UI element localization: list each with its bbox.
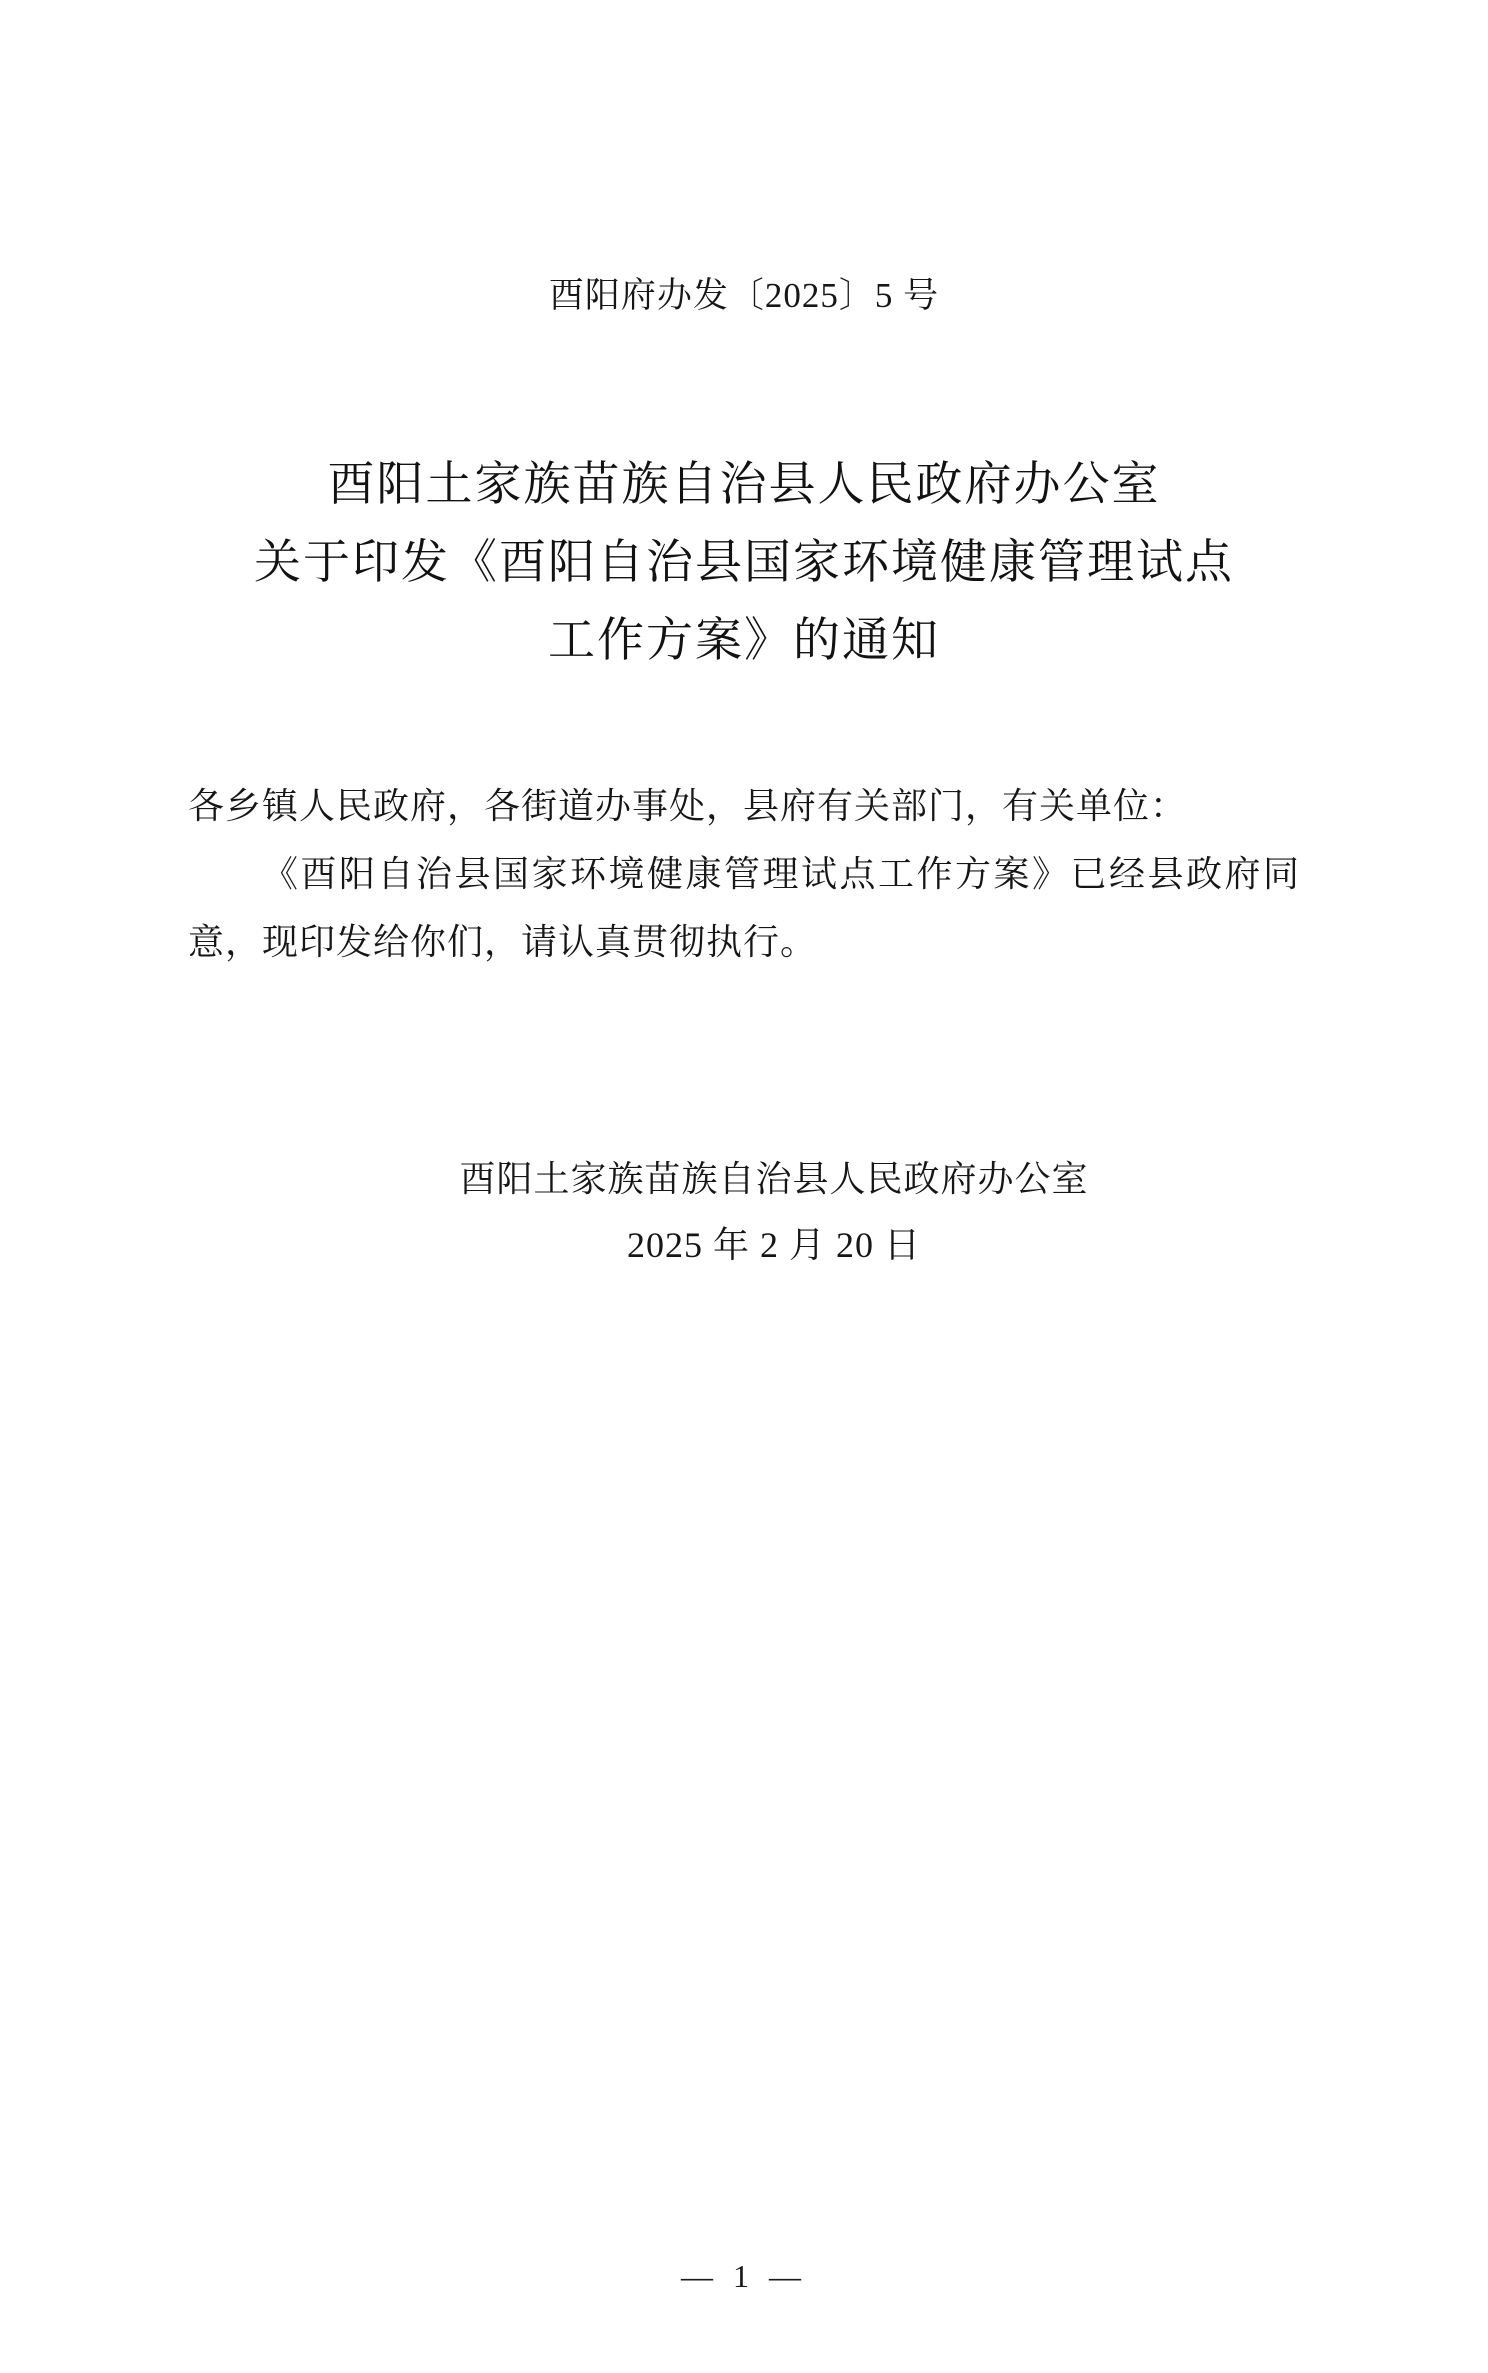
document-page (0, 268, 1488, 2373)
recipients-line: 各乡镇人民政府，各街道办事处，县府有关部门，有关单位： (188, 786, 1188, 826)
signature-block (188, 1146, 1300, 1278)
title-line-2: 关于印发《酉阳自治县国家环境健康管理试点 (254, 537, 1234, 589)
document-title (188, 446, 1300, 680)
document-number: 酉阳府办发〔2025〕5 号 (548, 276, 940, 315)
signature-date: 2025 年 2 月 20 日 (626, 1225, 921, 1265)
body-paragraph-1: 《酉阳自治县国家环境健康管理试点工作方案》已经县政府同意，现印发给你们，请认真贯彻执行。 (188, 854, 1300, 962)
signature-organization: 酉阳土家族苗族自治县人民政府办公室 (459, 1159, 1089, 1199)
title-line-3: 工作方案》的通知 (548, 615, 940, 667)
page-number-footer: — 1 — (681, 2258, 807, 2294)
title-line-1: 酉阳土家族苗族自治县人民政府办公室 (327, 459, 1161, 511)
